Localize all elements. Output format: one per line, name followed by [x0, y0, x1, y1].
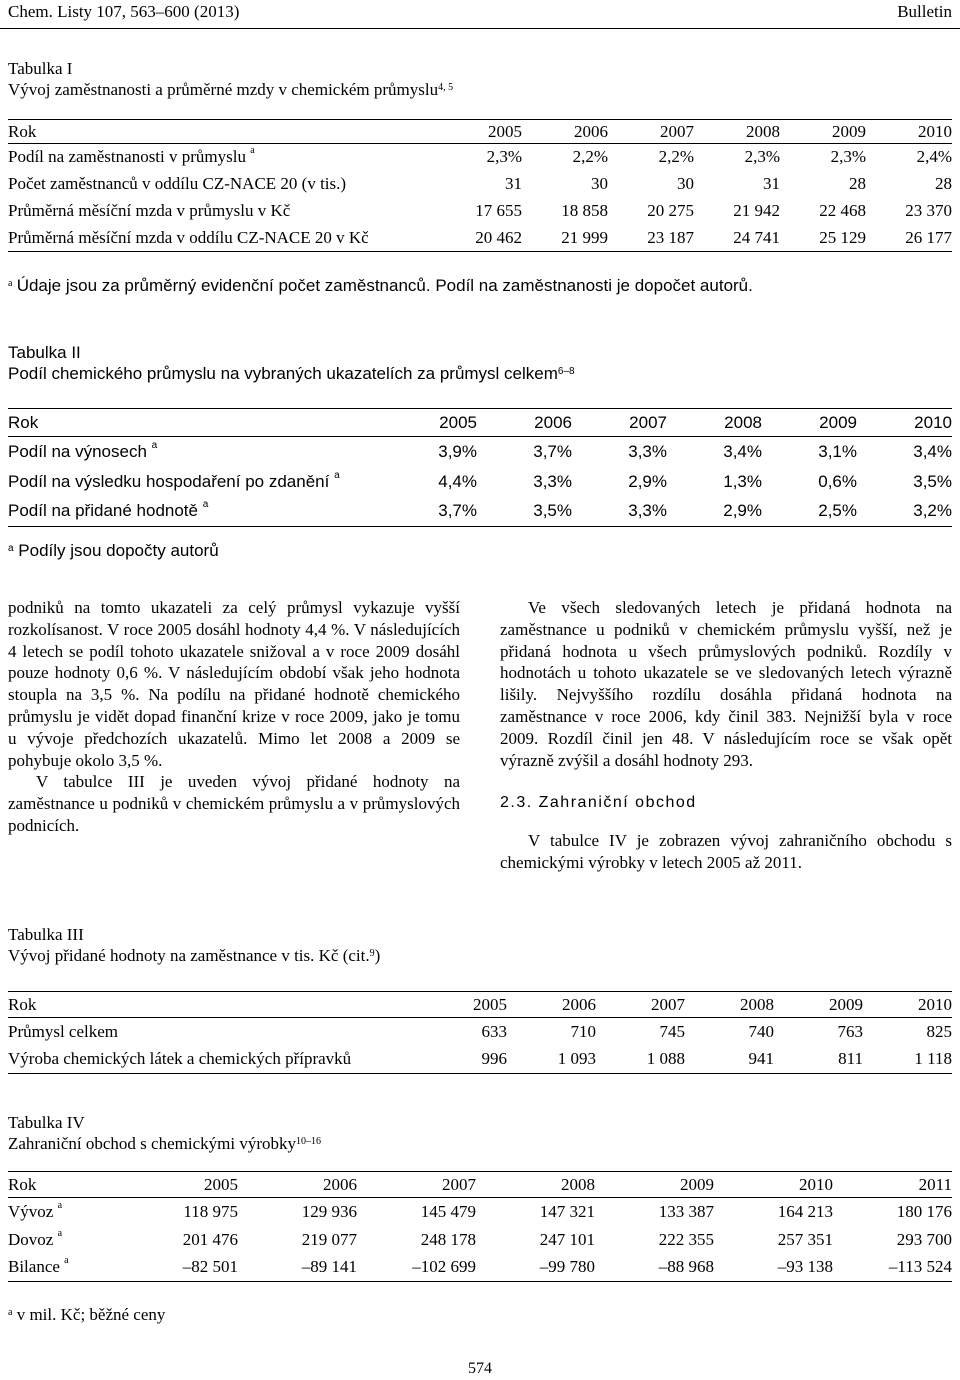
column-header-year: 2009	[595, 1172, 714, 1198]
table-cell: 633	[481, 1021, 507, 1041]
table4-note	[8, 1304, 165, 1326]
column-header-year: 2005	[119, 1172, 238, 1198]
table4-note-sup: a	[8, 1307, 13, 1318]
table2-title: Podíl chemického průmyslu na vybraných ukazatelích za průmysl celkem	[8, 364, 558, 383]
table-cell: –113 524	[833, 1254, 952, 1282]
column-header-year: 2005	[418, 992, 507, 1018]
row-label: Počet zaměstnanců v oddílu CZ-NACE 20 (v tis.)	[8, 174, 347, 193]
table-cell: 129 936	[301, 1201, 357, 1221]
footnote-marker: a	[57, 1227, 63, 1239]
table-cell: 3,2%	[857, 497, 952, 527]
table-cell: 23 187	[608, 225, 694, 252]
table-cell: 2,4%	[916, 147, 952, 167]
table-cell: 21 999	[522, 225, 608, 252]
table-cell: 24 741	[694, 225, 780, 252]
table-cell: 3,7%	[533, 441, 572, 461]
table-cell: 811	[774, 1046, 863, 1074]
paragraph: V tabulce III je uveden vývoj přidané hodnoty na zaměstnance u podniků v chemickém průmyslu a v průmyslových podnicích.	[8, 772, 460, 835]
footnote-marker: a	[151, 439, 158, 451]
table4	[8, 1171, 952, 1282]
table1-caption	[8, 58, 453, 100]
table1-title: Vývoj zaměstnanosti a průměrné mzdy v chemickém průmyslu	[8, 80, 439, 99]
body-left-column	[8, 597, 460, 837]
table-cell: 1,3%	[723, 471, 762, 491]
column-header-label: Rok	[8, 992, 418, 1018]
table-row	[8, 144, 952, 171]
paragraph: Ve všech sledovaných letech je přidaná hodnota na zaměstnance u podniků v chemickém průmyslu vyšší, než je přidaná hodnota u všech průmyslových podniků. Rozdíly v hodnotách u tohoto ukazatele se ve sledovaných letech výrazně lišily. Nejvyššího rozdílu dosáhla přidaná hodnota na zaměstnance v roce 2006, kdy činil 383. Nejnižší byla v roce 2009. Rozdíl činil jen 48. V následujícím roce se však opět výrazně zvýšil a dosáhl hodnoty 293.	[500, 598, 952, 770]
table-row	[8, 497, 952, 527]
table-header-row	[8, 1172, 952, 1198]
table4-title-ref: 10–16	[295, 1136, 321, 1147]
table-cell: 1 093	[507, 1046, 596, 1074]
table-header-row	[8, 120, 952, 144]
table-cell: 31	[505, 174, 522, 193]
table-cell: 164 213	[777, 1201, 833, 1221]
table-cell: 21 942	[733, 201, 780, 220]
body-right-column	[500, 597, 952, 874]
table-cell: 1 088	[596, 1046, 685, 1074]
table-cell: 247 101	[539, 1229, 595, 1249]
table-cell: –93 138	[714, 1254, 833, 1282]
table3-caption	[8, 924, 380, 966]
table-row	[8, 467, 952, 497]
table-cell: 30	[677, 174, 694, 193]
table-cell: –89 141	[238, 1254, 357, 1282]
table-cell: 219 077	[301, 1229, 357, 1249]
table-row	[8, 1018, 952, 1046]
table-cell: 3,4%	[913, 441, 952, 461]
footnote-marker: a	[202, 499, 209, 511]
row-label: Podíl na přidané hodnotě $^a$	[8, 497, 382, 527]
table-cell: 30	[591, 174, 608, 193]
table-cell: 941	[685, 1046, 774, 1074]
column-header-year: 2007	[608, 120, 694, 144]
table-cell: –99 780	[476, 1254, 595, 1282]
column-header-year: 2011	[833, 1172, 952, 1198]
table4-note-text: v mil. Kč; běžné ceny	[16, 1305, 166, 1324]
table-cell: 4,4%	[438, 471, 477, 491]
table-row	[8, 225, 952, 252]
table1-title-ref: 4, 5	[438, 82, 454, 93]
table-cell: 710	[570, 1021, 596, 1041]
column-header-year: 2007	[572, 409, 667, 437]
paragraph: podniků na tomto ukazateli za celý průmysl vykazuje vyšší rozkolísanost. V roce 2005 dosáhl hodnoty 4,4 %. V následujících 4 letech se podíl tohoto ukazatele snižoval a v roce 2009 dosáhl pouze hodnoty 0,6 %. V následujícím období však jeho hodnota stoupla na 3,5 %. Na podílu na přidané hodnotě chemického průmyslu je vidět dopad finanční krize v roce 2009, jako je tomu u vývoje předchozích ukazatelů. Mimo let 2008 a 2009 se pohybuje okolo 3,5 %.	[8, 598, 460, 770]
row-label: Podíl na výnosech $^a$	[8, 439, 158, 461]
table-cell: 20 462	[436, 225, 522, 252]
table-cell: 257 351	[777, 1229, 833, 1249]
table-cell: 25 129	[780, 225, 866, 252]
table-row	[8, 198, 952, 225]
table-cell: 248 178	[420, 1229, 476, 1249]
table-cell: 763	[837, 1021, 863, 1041]
column-header-year: 2006	[477, 409, 572, 437]
table-cell: 2,3%	[486, 147, 522, 167]
row-label: Výroba chemických látek a chemických přípravků	[8, 1046, 418, 1074]
table-cell: 2,9%	[667, 497, 762, 527]
table-row	[8, 1046, 952, 1074]
table-cell: 222 355	[658, 1229, 714, 1249]
table-cell: –88 968	[595, 1254, 714, 1282]
column-header-year: 2008	[694, 120, 780, 144]
column-header-year: 2009	[780, 120, 866, 144]
table-row	[8, 1226, 952, 1254]
footnote-marker: a	[64, 1255, 69, 1267]
table4-label: Tabulka IV	[8, 1113, 85, 1132]
footnote-marker: a	[334, 469, 340, 481]
column-header-year: 2008	[685, 992, 774, 1018]
table-cell: 133 387	[658, 1201, 714, 1221]
table-cell: 740	[748, 1021, 774, 1041]
journal-citation: Chem. Listy 107, 563–600 (2013)	[8, 2, 240, 21]
row-label: Průmysl celkem	[8, 1021, 119, 1041]
row-label: Dovoz $^a$	[8, 1227, 63, 1249]
column-header-year: 2005	[382, 409, 477, 437]
table-cell: 180 176	[896, 1201, 952, 1221]
table-cell: –82 501	[119, 1254, 238, 1282]
table-row	[8, 171, 952, 198]
table-row	[8, 1198, 952, 1226]
table-cell: 28	[935, 174, 952, 193]
table-cell: 26 177	[866, 225, 952, 252]
table2	[8, 408, 952, 527]
table-cell: 147 321	[539, 1201, 595, 1221]
table-cell: 28	[849, 174, 866, 193]
page-number: 574	[468, 1360, 492, 1377]
paragraph: V tabulce IV je zobrazen vývoj zahraničního obchodu s chemickými výrobky v letech 2005 až 2011.	[500, 831, 952, 872]
table-cell: 1 118	[863, 1046, 952, 1074]
table2-note-sup: a	[8, 543, 14, 554]
running-header	[8, 0, 952, 24]
table-cell: 2,3%	[744, 147, 780, 167]
table-row	[8, 1254, 952, 1282]
table-row	[8, 437, 952, 467]
table2-caption	[8, 342, 575, 384]
header-rule	[0, 28, 960, 29]
table1-note-sup: a	[8, 278, 13, 289]
table1-note-text: Údaje jsou za průměrný evidenční počet zaměstnanců. Podíl na zaměstnanosti je dopočet autorů.	[16, 276, 753, 295]
table-cell: 31	[763, 174, 780, 193]
row-label: Podíl na výsledku hospodaření po zdanění $^a$	[8, 469, 340, 491]
table-cell: 0,6%	[818, 471, 857, 491]
table-header-row	[8, 992, 952, 1018]
column-header-year: 2007	[596, 992, 685, 1018]
table-cell: 2,2%	[572, 147, 608, 167]
table3-title-end: )	[374, 946, 381, 965]
table-cell: 145 479	[420, 1201, 476, 1221]
section-name: Bulletin	[897, 2, 952, 21]
table-cell: 996	[418, 1046, 507, 1074]
column-header-year: 2008	[667, 409, 762, 437]
column-header-label: Rok	[8, 1172, 119, 1198]
table4-title: Zahraniční obchod s chemickými výrobky	[8, 1134, 296, 1153]
column-header-year: 2009	[762, 409, 857, 437]
section-heading: 2.3. Zahraniční obchod	[500, 794, 697, 812]
column-header-year: 2010	[863, 992, 952, 1018]
table-cell: 2,2%	[658, 147, 694, 167]
column-header-label: Rok	[8, 120, 436, 144]
column-header-year: 2010	[857, 409, 952, 437]
table-cell: 20 275	[647, 201, 694, 220]
row-label: Podíl na zaměstnanosti v průmyslu $^a$	[8, 145, 255, 167]
table-header-row	[8, 409, 952, 437]
table-cell: 3,9%	[438, 441, 477, 461]
table-cell: 2,9%	[628, 471, 667, 491]
row-label: Vývoz $^a$	[8, 1199, 63, 1221]
table-cell: 3,7%	[382, 497, 477, 527]
table-cell: 3,3%	[628, 441, 667, 461]
table-cell: 3,5%	[913, 471, 952, 491]
table2-title-ref: 6–8	[557, 366, 575, 377]
table-cell: 3,1%	[818, 441, 857, 461]
table-cell: 3,4%	[723, 441, 762, 461]
table3-title-ref: 9	[369, 948, 375, 959]
row-label: Průměrná měsíční mzda v průmyslu v Kč	[8, 201, 291, 220]
column-header-year: 2006	[507, 992, 596, 1018]
table4-caption	[8, 1112, 321, 1154]
table-cell: 2,5%	[762, 497, 857, 527]
table-cell: 3,3%	[572, 497, 667, 527]
table-cell: 3,5%	[477, 497, 572, 527]
table3-title: Vývoj přidané hodnoty na zaměstnance v tis. Kč (cit.	[8, 946, 370, 965]
column-header-year: 2005	[436, 120, 522, 144]
column-header-year: 2007	[357, 1172, 476, 1198]
table-cell: 23 370	[905, 201, 952, 220]
table-cell: 293 700	[896, 1229, 952, 1249]
table1	[8, 119, 952, 252]
table-cell: 201 476	[182, 1229, 238, 1249]
table2-note-text: Podíly jsou dopočty autorů	[18, 541, 219, 560]
table2-label: Tabulka II	[8, 343, 81, 362]
column-header-year: 2006	[238, 1172, 357, 1198]
table-cell: 825	[926, 1021, 952, 1041]
table3-label: Tabulka III	[8, 925, 84, 944]
row-label: Průměrná měsíční mzda v oddílu CZ-NACE 20 v Kč	[8, 225, 436, 252]
footnote-marker: a	[57, 1199, 63, 1211]
table-cell: 3,3%	[533, 471, 572, 491]
table2-note	[8, 540, 219, 562]
table-cell: 17 655	[475, 201, 522, 220]
table-cell: 18 858	[561, 201, 608, 220]
table1-note	[8, 275, 753, 297]
table-cell: 118 975	[183, 1201, 238, 1221]
column-header-year: 2010	[866, 120, 952, 144]
table-cell: 22 468	[819, 201, 866, 220]
column-header-year: 2009	[774, 992, 863, 1018]
column-header-year: 2010	[714, 1172, 833, 1198]
footnote-marker: a	[250, 145, 255, 157]
table-cell: –102 699	[357, 1254, 476, 1282]
table-cell: 745	[659, 1021, 685, 1041]
column-header-label: Rok	[8, 409, 382, 437]
table3	[8, 991, 952, 1074]
column-header-year: 2008	[476, 1172, 595, 1198]
table1-label: Tabulka I	[8, 59, 73, 78]
row-label: Bilance $^a$	[8, 1254, 119, 1282]
table-cell: 2,3%	[830, 147, 866, 167]
column-header-year: 2006	[522, 120, 608, 144]
